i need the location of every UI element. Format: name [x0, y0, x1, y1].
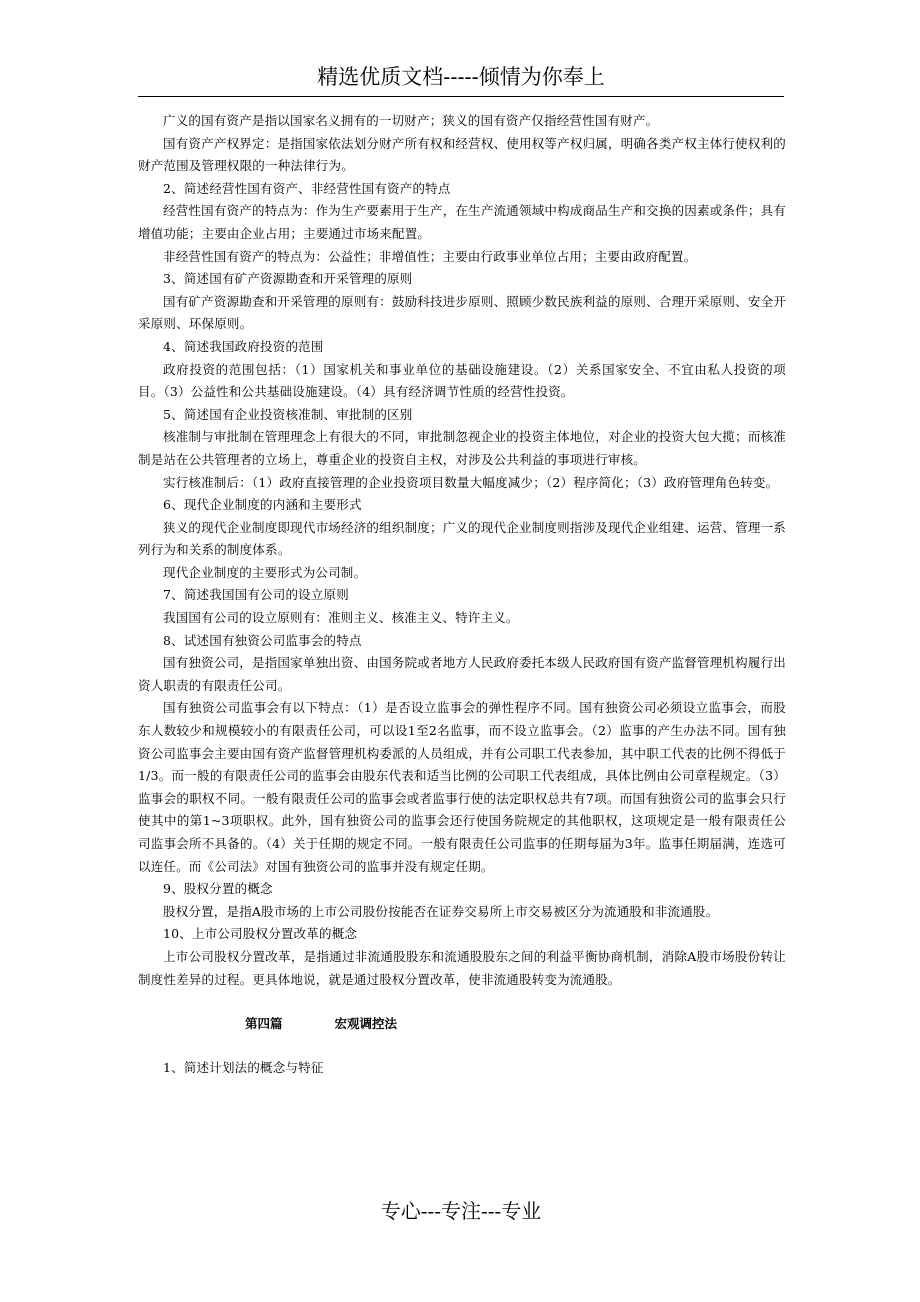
document-body [138, 110, 786, 1080]
section-spacer [138, 1035, 786, 1057]
question-3: 3、简述国有矿产资源勘查和开采管理的原则 [163, 271, 413, 287]
paragraph-approval-difference: 核准制与审批制在管理理念上有很大的不同，审批制忽视企业的投资主体地位，对企业的投资大包大揽；而核准制是站在公共管理者的立场上，尊重企业的投资自主权，对涉及公共利益的事项进行审核。 [138, 429, 786, 467]
paragraph-mineral-principles: 国有矿产资源勘查和开采管理的原则有：鼓励科技进步原则、照顾少数民族利益的原则、合理开采原则、安全开采原则、环保原则。 [138, 293, 786, 332]
question-2: 2、简述经营性国有资产、非经营性国有资产的特点 [163, 180, 451, 196]
page-footer: 专心---专注---专业 [380, 1199, 542, 1223]
question-5: 5、简述国有企业投资核准制、审批制的区别 [163, 406, 413, 422]
question-10: 10、上市公司股权分置改革的概念 [163, 926, 358, 942]
paragraph-approval-effects: 实行核准制后：（1）政府直接管理的企业投资项目数量大幅度减少；（2）程序简化；（3）政府管理角色转变。 [163, 474, 779, 490]
question-6: 6、现代企业制度的内涵和主要形式 [163, 497, 362, 513]
question-4: 4、简述我国政府投资的范围 [163, 338, 324, 354]
question-7: 7、简述我国国有公司的设立原则 [163, 587, 349, 603]
paragraph-establishment-principles: 我国国有公司的设立原则有：准则主义、核准主义、特许主义。 [163, 610, 519, 626]
paragraph-property-rights: 国有资产产权界定：是指国家依法划分财产所有权和经营权、使用权等产权归属，明确各类产权主体行使权利的财产范围及管理权限的一种法律行为。 [138, 135, 786, 174]
part-title: 宏观调控法 [334, 1016, 398, 1032]
paragraph-non-operating-assets: 非经营性国有资产的特点为：公益性；非增值性；主要由行政事业单位占用；主要由政府配置。 [163, 248, 697, 264]
question-8: 8、试述国有独资公司监事会的特点 [163, 632, 362, 648]
paragraph-government-investment: 政府投资的范围包括：（1）国家机关和事业单位的基础设施建设。（2）关系国家安全、不宜由私人投资的项目。（3）公益性和公共基础设施建设。（4）具有经济调节性质的经营性投资。 [138, 361, 786, 400]
paragraph-modern-enterprise: 狭义的现代企业制度即现代市场经济的组织制度；广义的现代企业制度则指涉及现代企业组建、运营、管理一系列行为和关系的制度体系。 [138, 519, 786, 558]
question-9: 9、股权分置的概念 [163, 881, 273, 897]
paragraph-supervisory-board: 国有独资公司监事会有以下特点：（1）是否设立监事会的弹性程序不同。国有独资公司必须设立监事会，而股东人数较少和规模较小的有限责任公司，可以设1至2名监事，而不设立监事会。（2）监事的产生办法不同。国有独资公司监事会主要由国有资产监督管理机构委派的人员组成，并有公司职工代表参加，其中职工代表的比例不得低于1/3。而一般的有限责任公司的监事会由股东代表和适当比例的公司职工代表组成，具体比例由公司章程规定。（3）监事会的职权不同。一般有限责任公司的监事会或者监事行使的法定职权总共有7项。而国有独资公司的监事会只行使其中的第1~3项职权。此外，国有独资公司的监事会还行使国务院规定的其他职权，这项规定是一般有限责任公司监事会所不具备的。（4）关于任期的规定不同。一般有限责任公司监事的任期每届为3年。监事任期届满，连选可以连任。而《公司法》对国有独资公司的监事并没有规定任期。 [138, 700, 786, 874]
page-header: 精选优质文档-----倾情为你奉上 [317, 65, 605, 89]
header-divider [138, 96, 784, 97]
paragraph-state-assets-definition: 广义的国有资产是指以国家名义拥有的一切财产；狭义的国有资产仅指经营性国有财产。 [163, 113, 659, 128]
paragraph-wholly-owned-company: 国有独资公司，是指国家单独出资、由国务院或者地方人民政府委托本级人民政府国有资产监督管理机构履行出资人职责的有限责任公司。 [138, 655, 786, 693]
section-spacer [138, 991, 786, 1013]
question-planning-law: 1、简述计划法的概念与特征 [163, 1060, 324, 1076]
paragraph-split-share-reform: 上市公司股权分置改革，是指通过非流通股股东和流通股股东之间的利益平衡协商机制，消除A股市场股份转让制度性差异的过程。更具体地说，就是通过股权分置改革，使非流通股转变为流通股。 [138, 948, 786, 987]
part-heading [138, 1013, 786, 1035]
paragraph-company-form: 现代企业制度的主要形式为公司制。 [163, 564, 367, 580]
paragraph-operating-assets: 经营性国有资产的特点为：作为生产要素用于生产，在生产流通领域中构成商品生产和交换的因素或条件；具有增值功能；主要由企业占用；主要通过市场来配置。 [138, 203, 786, 241]
paragraph-split-share: 股权分置，是指A股市场的上市公司股份按能否在证券交易所上市交易被区分为流通股和非流通股。 [163, 903, 719, 919]
part-number: 第四篇 [245, 1016, 283, 1032]
